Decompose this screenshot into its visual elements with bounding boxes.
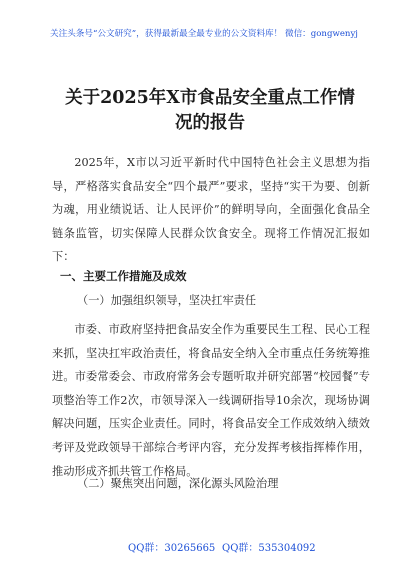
footer-qq-group-1: QQ群：30265665: [128, 543, 216, 554]
intro-paragraph: 2025年，X市以习近平新时代中国特色社会主义思想为指导，严格落实食品安全“四个最严”要求，坚持“实干为要、创新为魂，用业绩说话、让人民评价”的鲜明导向，全面强化食品全链条监管，切实保障人民群众饮食安全。现将工作情况汇报如下：: [52, 156, 370, 264]
subsection-heading-1: （一）加强组织领导，坚决扛牢责任: [77, 294, 257, 307]
header-promo-note: 关注头条号“公文研究”，获得最新最全最专业的公文资料库！ 微信：gongwenyj: [50, 29, 358, 39]
subsection-1-paragraph: 市委、市政府坚持把食品安全作为重要民生工程、民心工程来抓，坚决扛牢政治责任，将食品安全纳入全市重点任务统筹推进。市委常委会、市政府常务会专题听取并研究部署“校园餐”专项整治等工作2次，市领导深入一线调研指导10余次，现场协调解决问题，压实企业责任。同时，将食品安全工作成效纳入绩效考评及党政领导干部综合考评内容，充分发挥考核指挥棒作用，推动形成齐抓共管工作格局。: [52, 323, 370, 478]
subsection-heading-2: （二）聚焦突出问题，深化源头风险治理: [77, 477, 279, 490]
section-heading-1: 一、主要工作措施及成效: [60, 269, 187, 283]
document-title: 关于2025年X市食品安全重点工作情况的报告: [65, 88, 355, 133]
footer-qq-group-2: QQ群：535304092: [222, 543, 316, 554]
